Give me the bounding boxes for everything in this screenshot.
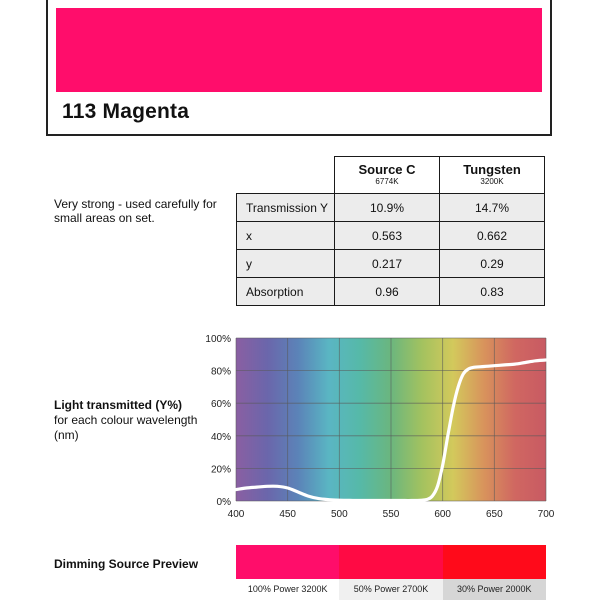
dimming-color-swatch	[236, 545, 339, 579]
table-row	[237, 194, 545, 222]
cell-value: 0.563	[335, 222, 440, 250]
dimming-caption: 100% Power 3200K	[236, 579, 339, 600]
table-row	[237, 278, 545, 306]
x-tick-label: 700	[537, 509, 555, 520]
column-name: Source C	[358, 162, 416, 177]
chart-description-title: Light transmitted (Y%)	[54, 398, 182, 412]
y-axis-ticks	[205, 334, 231, 508]
x-tick-label: 550	[382, 509, 400, 520]
y-tick-label: 80%	[210, 366, 231, 378]
y-tick-label: 60%	[210, 399, 231, 411]
x-tick-label: 600	[434, 509, 452, 520]
specs-header-row	[237, 157, 545, 194]
row-label: x	[237, 222, 335, 250]
cell-value: 0.662	[440, 222, 545, 250]
specs-column-tungsten	[440, 157, 545, 194]
x-tick-label: 400	[227, 509, 245, 520]
cell-value: 0.29	[440, 250, 545, 278]
table-row	[237, 222, 545, 250]
row-label: y	[237, 250, 335, 278]
dimming-step-50	[339, 545, 442, 600]
x-tick-label: 500	[330, 509, 348, 520]
dimming-caption: 50% Power 2700K	[339, 579, 442, 600]
transmission-chart	[195, 330, 555, 522]
row-label: Absorption	[237, 278, 335, 306]
y-tick-label: 0%	[216, 497, 231, 508]
filter-description: Very strong - used carefully for small areas on set.	[54, 197, 217, 225]
specs-column-source-c	[335, 157, 440, 194]
dimming-step-30	[443, 545, 546, 600]
cell-value: 14.7%	[440, 194, 545, 222]
cell-value: 0.217	[335, 250, 440, 278]
column-temperature: 6774K	[375, 177, 399, 186]
specs-table	[236, 156, 545, 306]
y-tick-label: 20%	[210, 464, 231, 476]
filter-title: 113 Magenta	[62, 100, 190, 123]
specs-corner-cell	[237, 157, 335, 194]
dimming-caption: 30% Power 2000K	[443, 579, 546, 600]
cell-value: 0.96	[335, 278, 440, 306]
dimming-preview-label: Dimming Source Preview	[54, 557, 199, 571]
filter-color-swatch	[56, 8, 542, 92]
dimming-color-swatch	[339, 545, 442, 579]
column-name: Tungsten	[463, 162, 521, 177]
x-axis-ticks	[228, 509, 555, 520]
y-tick-label: 40%	[210, 431, 231, 443]
chart-description-text: for each colour wavelength (nm)	[54, 413, 198, 442]
dimming-color-swatch	[443, 545, 546, 579]
table-row	[237, 250, 545, 278]
y-tick-label: 100%	[205, 334, 231, 345]
x-tick-label: 450	[279, 509, 297, 520]
row-label: Transmission Y	[237, 194, 335, 222]
column-temperature: 3200K	[480, 177, 504, 186]
cell-value: 10.9%	[335, 194, 440, 222]
cell-value: 0.83	[440, 278, 545, 306]
dimming-preview-bar	[236, 545, 546, 600]
x-tick-label: 650	[485, 509, 503, 520]
filter-header	[46, 0, 552, 136]
dimming-step-100	[236, 545, 339, 600]
